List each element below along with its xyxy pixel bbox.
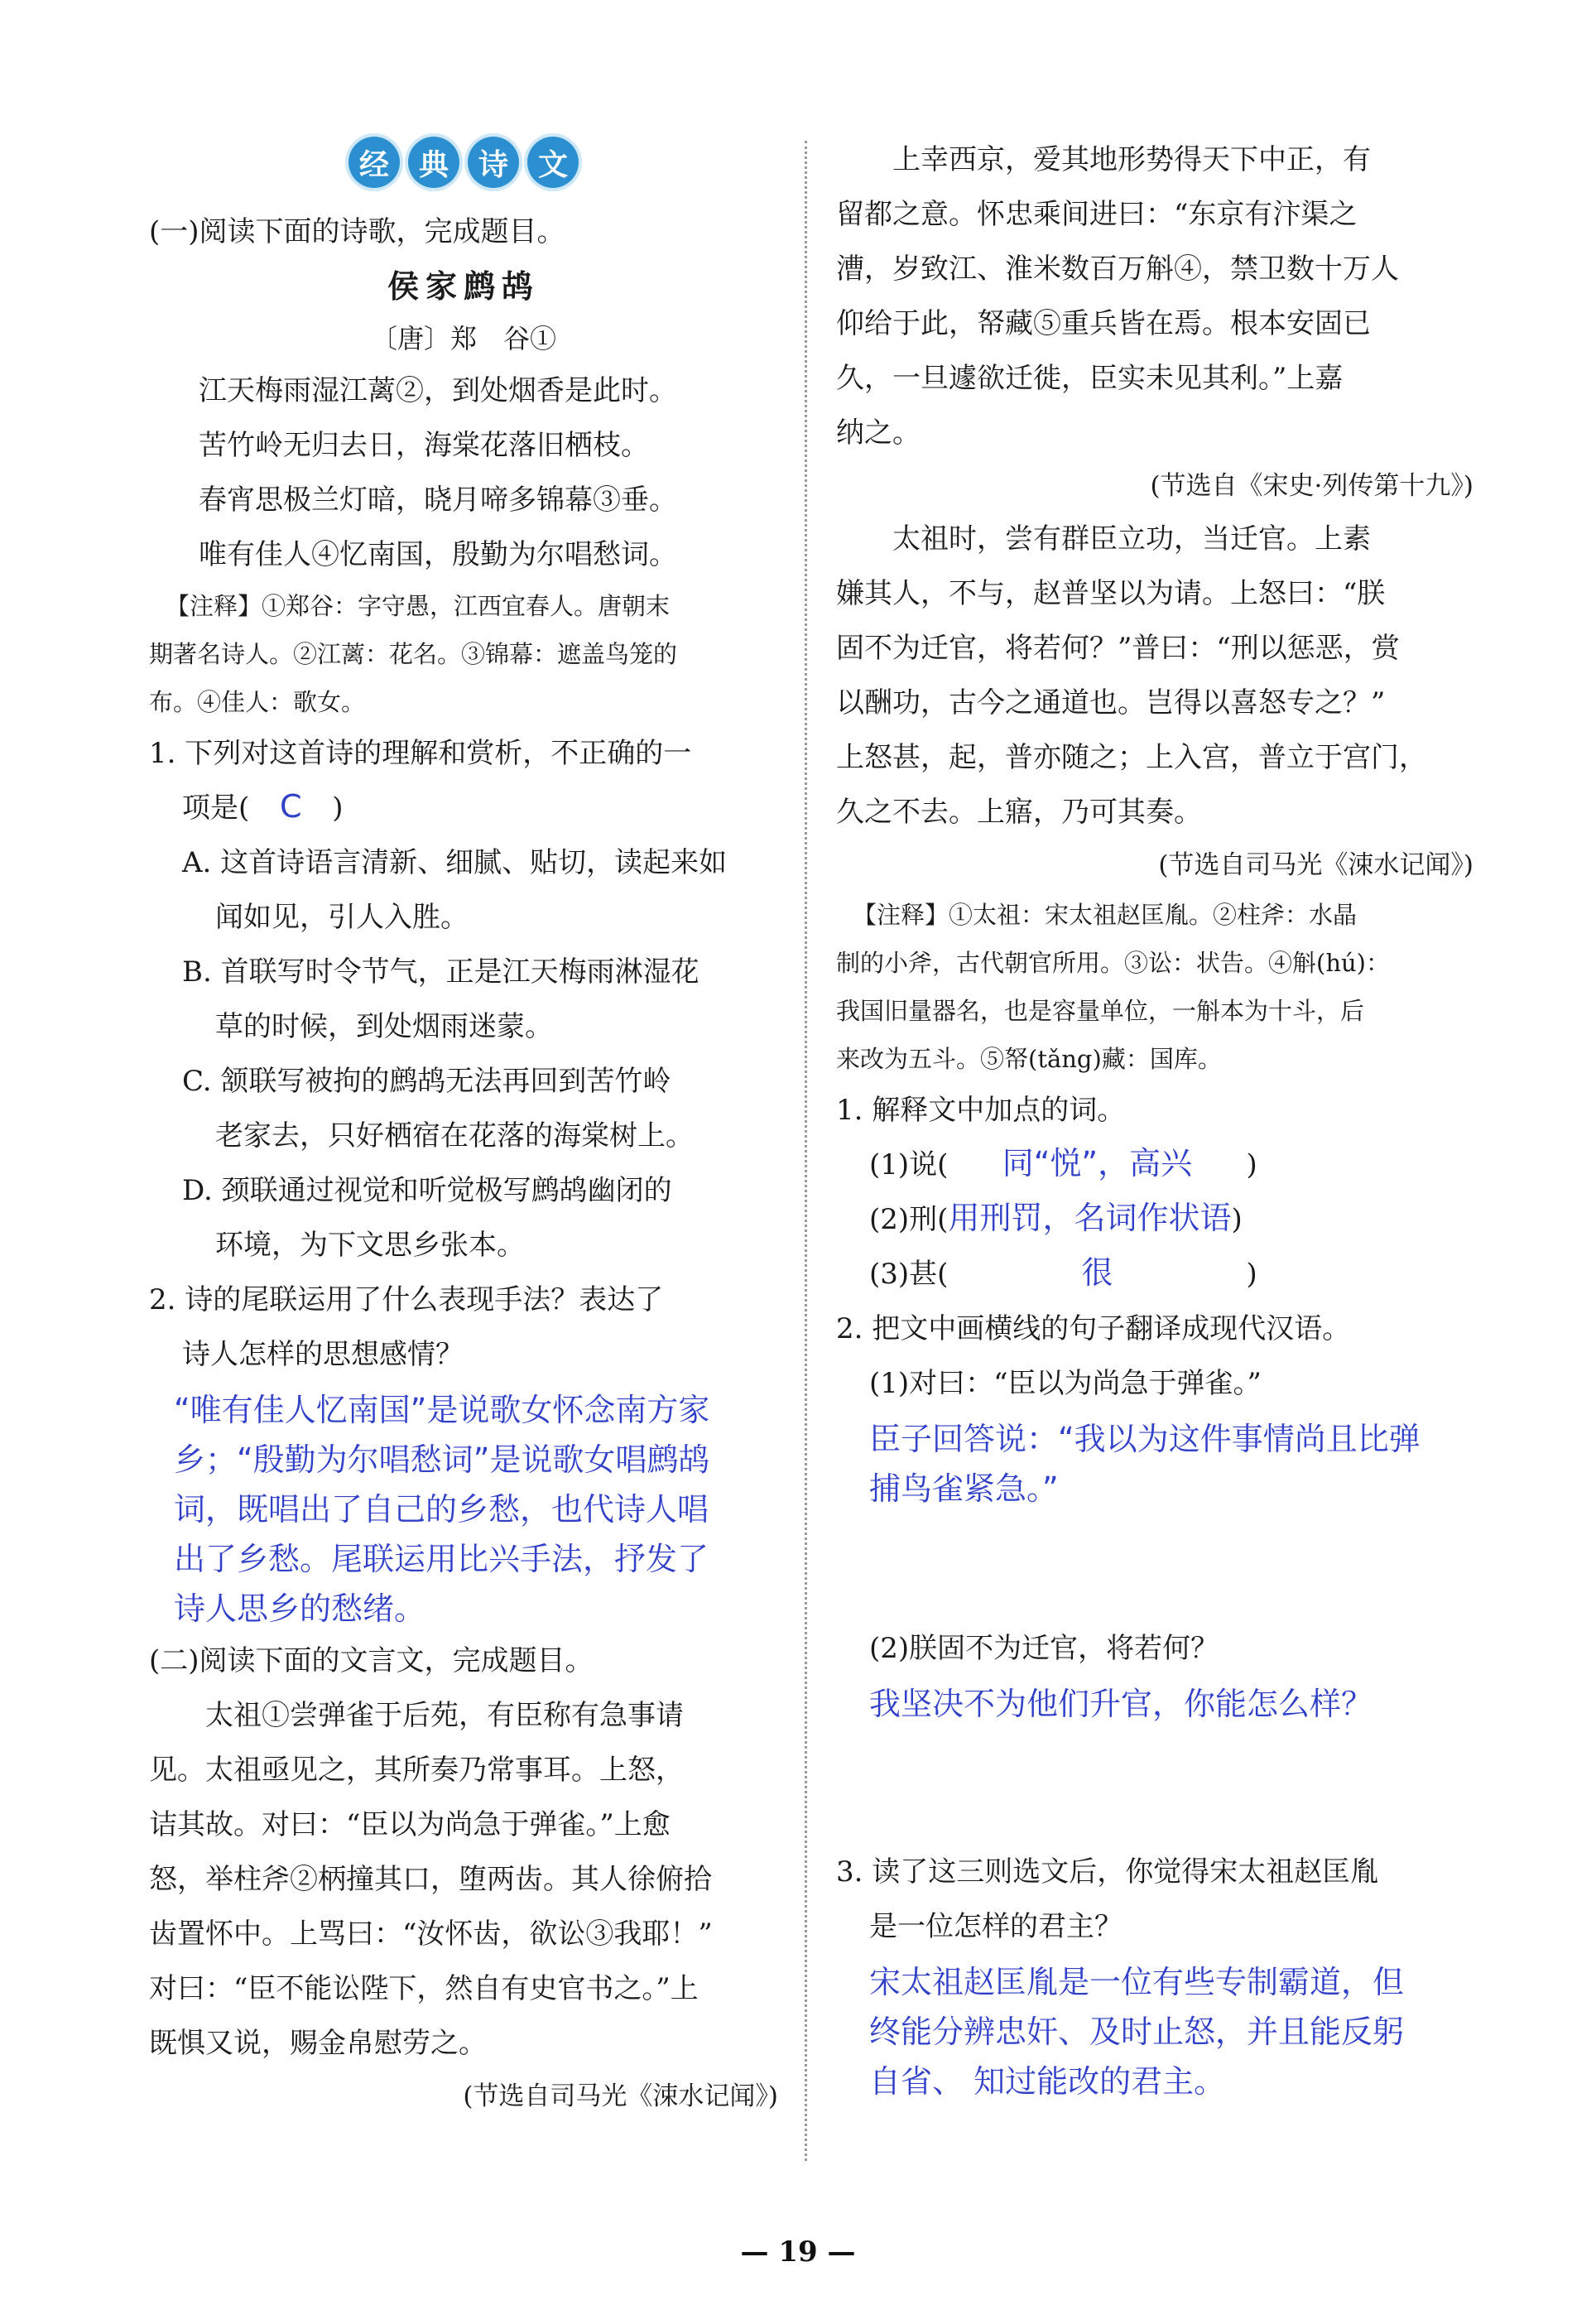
poem-note: 布。④佳人：歌女。 [149,688,366,716]
passage2-line: 久，一旦遽欲迁徙，臣实未见其利。”上嘉 [836,362,1344,395]
passage1-line: 对曰：“臣不能讼陛下，然自有史官书之。”上 [149,1972,699,2005]
poem-line: 唯有佳人④忆南国，殷勤为尔唱愁词。 [199,538,677,571]
q2-2-answer2 [836,1679,1473,1729]
q2-stem: 2. 诗的尾联运用了什么表现手法？表达了 [149,1283,664,1316]
item-label: (1)说( [869,1148,949,1181]
passage-note: 制的小斧，古代朝官所用。③讼：状告。④斛(hú)： [836,949,1390,977]
poem-line: 江天梅雨湿江蓠②，到处烟香是此时。 [199,374,677,407]
q2-1-item [836,1138,1473,1192]
column-divider [805,141,807,2161]
q1-stem-suffix: ) [332,792,344,825]
passage1-line: 诘其故。对曰：“臣以为尚急于弹雀。”上愈 [149,1808,671,1841]
q1-stem-cont [149,781,778,835]
option-b-cont: 草的时候，到处烟雨迷蒙。 [215,1010,553,1043]
passage-note: 我国旧量器名，也是容量单位，一斛本为十斗，后 [836,997,1365,1025]
part1-instruction: (一)阅读下面的诗歌，完成题目。 [149,215,565,248]
q2-2-answer1 [836,1414,1473,1513]
answer-line: 我坚决不为他们升官，你能怎么样？ [869,1686,1373,1722]
passage2-line: 留都之意。怀忠乘间进曰：“东京有汴渠之 [836,198,1358,231]
q2-2-stem: 2. 把文中画横线的句子翻译成现代汉语。 [836,1312,1351,1345]
option-a-cont: 闻如见，引人入胜。 [215,901,469,934]
left-column [149,124,778,2122]
q2-2-sub1: (1)对曰：“臣以为尚急于弹雀。” [869,1367,1262,1400]
item-label: (3)甚( [869,1258,949,1291]
q2-1-item [836,1247,1473,1302]
page-number: — 19 — [740,2235,856,2269]
passage3-line: 太祖时，尝有群臣立功，当迁官。上素 [892,522,1371,556]
passage1-line: 既惧又说，赐金帛慰劳之。 [149,2027,487,2060]
q2-3-stem: 3. 读了这三则选文后，你觉得宋太祖赵匡胤 [836,1855,1379,1889]
q1-stem-prefix: 项是( [182,792,250,825]
item-close: ) [1246,1148,1257,1181]
q2-2-sub2: (2)朕固不为迁官，将若何？ [869,1632,1219,1665]
option-a: A. 这首诗语言清新、细腻、贴切，读起来如 [182,846,728,879]
poem-line: 春宵思极兰灯暗，晓月啼多锦幕③垂。 [199,484,677,517]
passage2-line: 漕，岁致江、淮米数百万斛④，禁卫数十万人 [836,253,1399,286]
poem-author: 〔唐〕郑 谷① [370,323,556,354]
source-citation: (节选自司马光《涑水记闻》) [463,2081,778,2111]
q1-stem: 1. 下列对这首诗的理解和赏析，不正确的一 [149,737,692,770]
passage3-line: 上怒甚，起，普亦随之；上入宫，普立于宫门， [836,741,1427,774]
q2-3-stem-cont: 是一位怎样的君主？ [869,1910,1122,1943]
option-c: C. 颔联写被拘的鹧鸪无法再回到苦竹岭 [182,1065,671,1098]
q2-answer [149,1385,778,1634]
item-answer: 很 [1081,1254,1113,1291]
section-header-char: 经 [349,137,400,188]
section-header-char: 典 [408,137,459,188]
section-header-char: 文 [527,137,579,188]
source-citation: (节选自《宋史·列传第十九》) [1150,471,1473,501]
passage-note: 【注释】①太祖：宋太祖赵匡胤。②柱斧：水晶 [853,901,1358,929]
passage1-line: 见。太祖亟见之，其所奏乃常事耳。上怒， [149,1754,684,1787]
passage2-line: 纳之。 [836,416,921,450]
section-header [149,137,778,188]
item-answer: 同“悦”，高兴 [1002,1145,1193,1181]
poem-line: 苦竹岭无归去日，海棠花落旧栖枝。 [199,429,649,462]
q2-1-stem: 1. 解释文中加点的词。 [836,1094,1126,1127]
answer-line: 自省、 知过能改的君主。 [869,2063,1226,2100]
right-column [836,132,1473,2106]
q2-stem-cont: 诗人怎样的思想感情？ [182,1338,464,1371]
answer-line: 诗人思乡的愁绪。 [174,1590,426,1627]
answer-line: 臣子回答说：“我以为这件事情尚且比弹 [869,1421,1421,1457]
passage1-line: 齿置怀中。上骂曰：“汝怀齿，欲讼③我耶！” [149,1918,713,1951]
answer-space [836,1729,1473,1845]
item-label: (2)刑( [869,1203,949,1236]
part2-instruction: (二)阅读下面的文言文，完成题目。 [149,1644,594,1677]
passage2-line: 上幸西京，爱其地形势得天下中正，有 [892,143,1371,176]
section-header-char: 诗 [468,137,519,188]
answer-line: 捕鸟雀紧急。” [869,1470,1059,1507]
source-citation: (节选自司马光《涑水记闻》) [1158,850,1473,880]
item-answer: 用刑罚，名词作状语 [948,1200,1232,1236]
option-b: B. 首联写时令节气，正是江天梅雨淋湿花 [182,955,699,989]
poem-note: 期著名诗人。②江蓠：花名。③锦幕：遮盖鸟笼的 [149,640,678,668]
passage3-line: 嫌其人，不与，赵普坚以为请。上怒曰：“朕 [836,577,1386,610]
item-close: ) [1231,1203,1243,1236]
passage3-line: 固不为迁官，将若何？”普曰：“刑以惩恶，赏 [836,632,1400,665]
answer-line: 出了乡愁。尾联运用比兴手法，抒发了 [174,1541,709,1577]
passage3-line: 以酬功，古今之通道也。岂得以喜怒专之？” [836,686,1386,719]
answer-line: “唯有佳人忆南国”是说歌女怀念南方家 [174,1392,710,1428]
passage2-line: 仰给于此，帑藏⑤重兵皆在焉。根本安固已 [836,307,1371,340]
poem-note: 【注释】①郑谷：字守愚，江西宜春人。唐朝末 [166,592,671,620]
answer-line: 词，既唱出了自己的乡愁，也代诗人唱 [174,1491,709,1528]
answer-line: 乡；“殷勤为尔唱愁词”是说歌女唱鹧鸪 [174,1441,710,1478]
q2-1-item [836,1192,1473,1247]
passage-note: 来改为五斗。⑤帑(tǎng)藏：国库。 [836,1045,1222,1073]
option-d-cont: 环境，为下文思乡张本。 [215,1229,525,1262]
item-close: ) [1246,1258,1257,1291]
passage3-line: 久之不去。上寤，乃可其奏。 [836,796,1202,829]
passage1-line: 太祖①尝弹雀于后苑，有臣称有急事请 [205,1699,684,1732]
answer-line: 终能分辨忠奸、及时止怒，并且能反躬 [869,2014,1405,2050]
q2-3-answer [836,1957,1473,2106]
answer-line: 宋太祖赵匡胤是一位有些专制霸道，但 [869,1964,1405,2000]
q1-answer: C [279,788,302,825]
option-d: D. 颈联通过视觉和听觉极写鹧鸪幽闭的 [182,1174,672,1207]
answer-space [836,1513,1473,1621]
option-c-cont: 老家去，只好栖宿在花落的海棠树上。 [215,1119,694,1152]
passage1-line: 怒，举柱斧②柄撞其口，堕两齿。其人徐俯拾 [149,1863,712,1896]
poem-title: 侯家鹧鸪 [387,267,540,305]
